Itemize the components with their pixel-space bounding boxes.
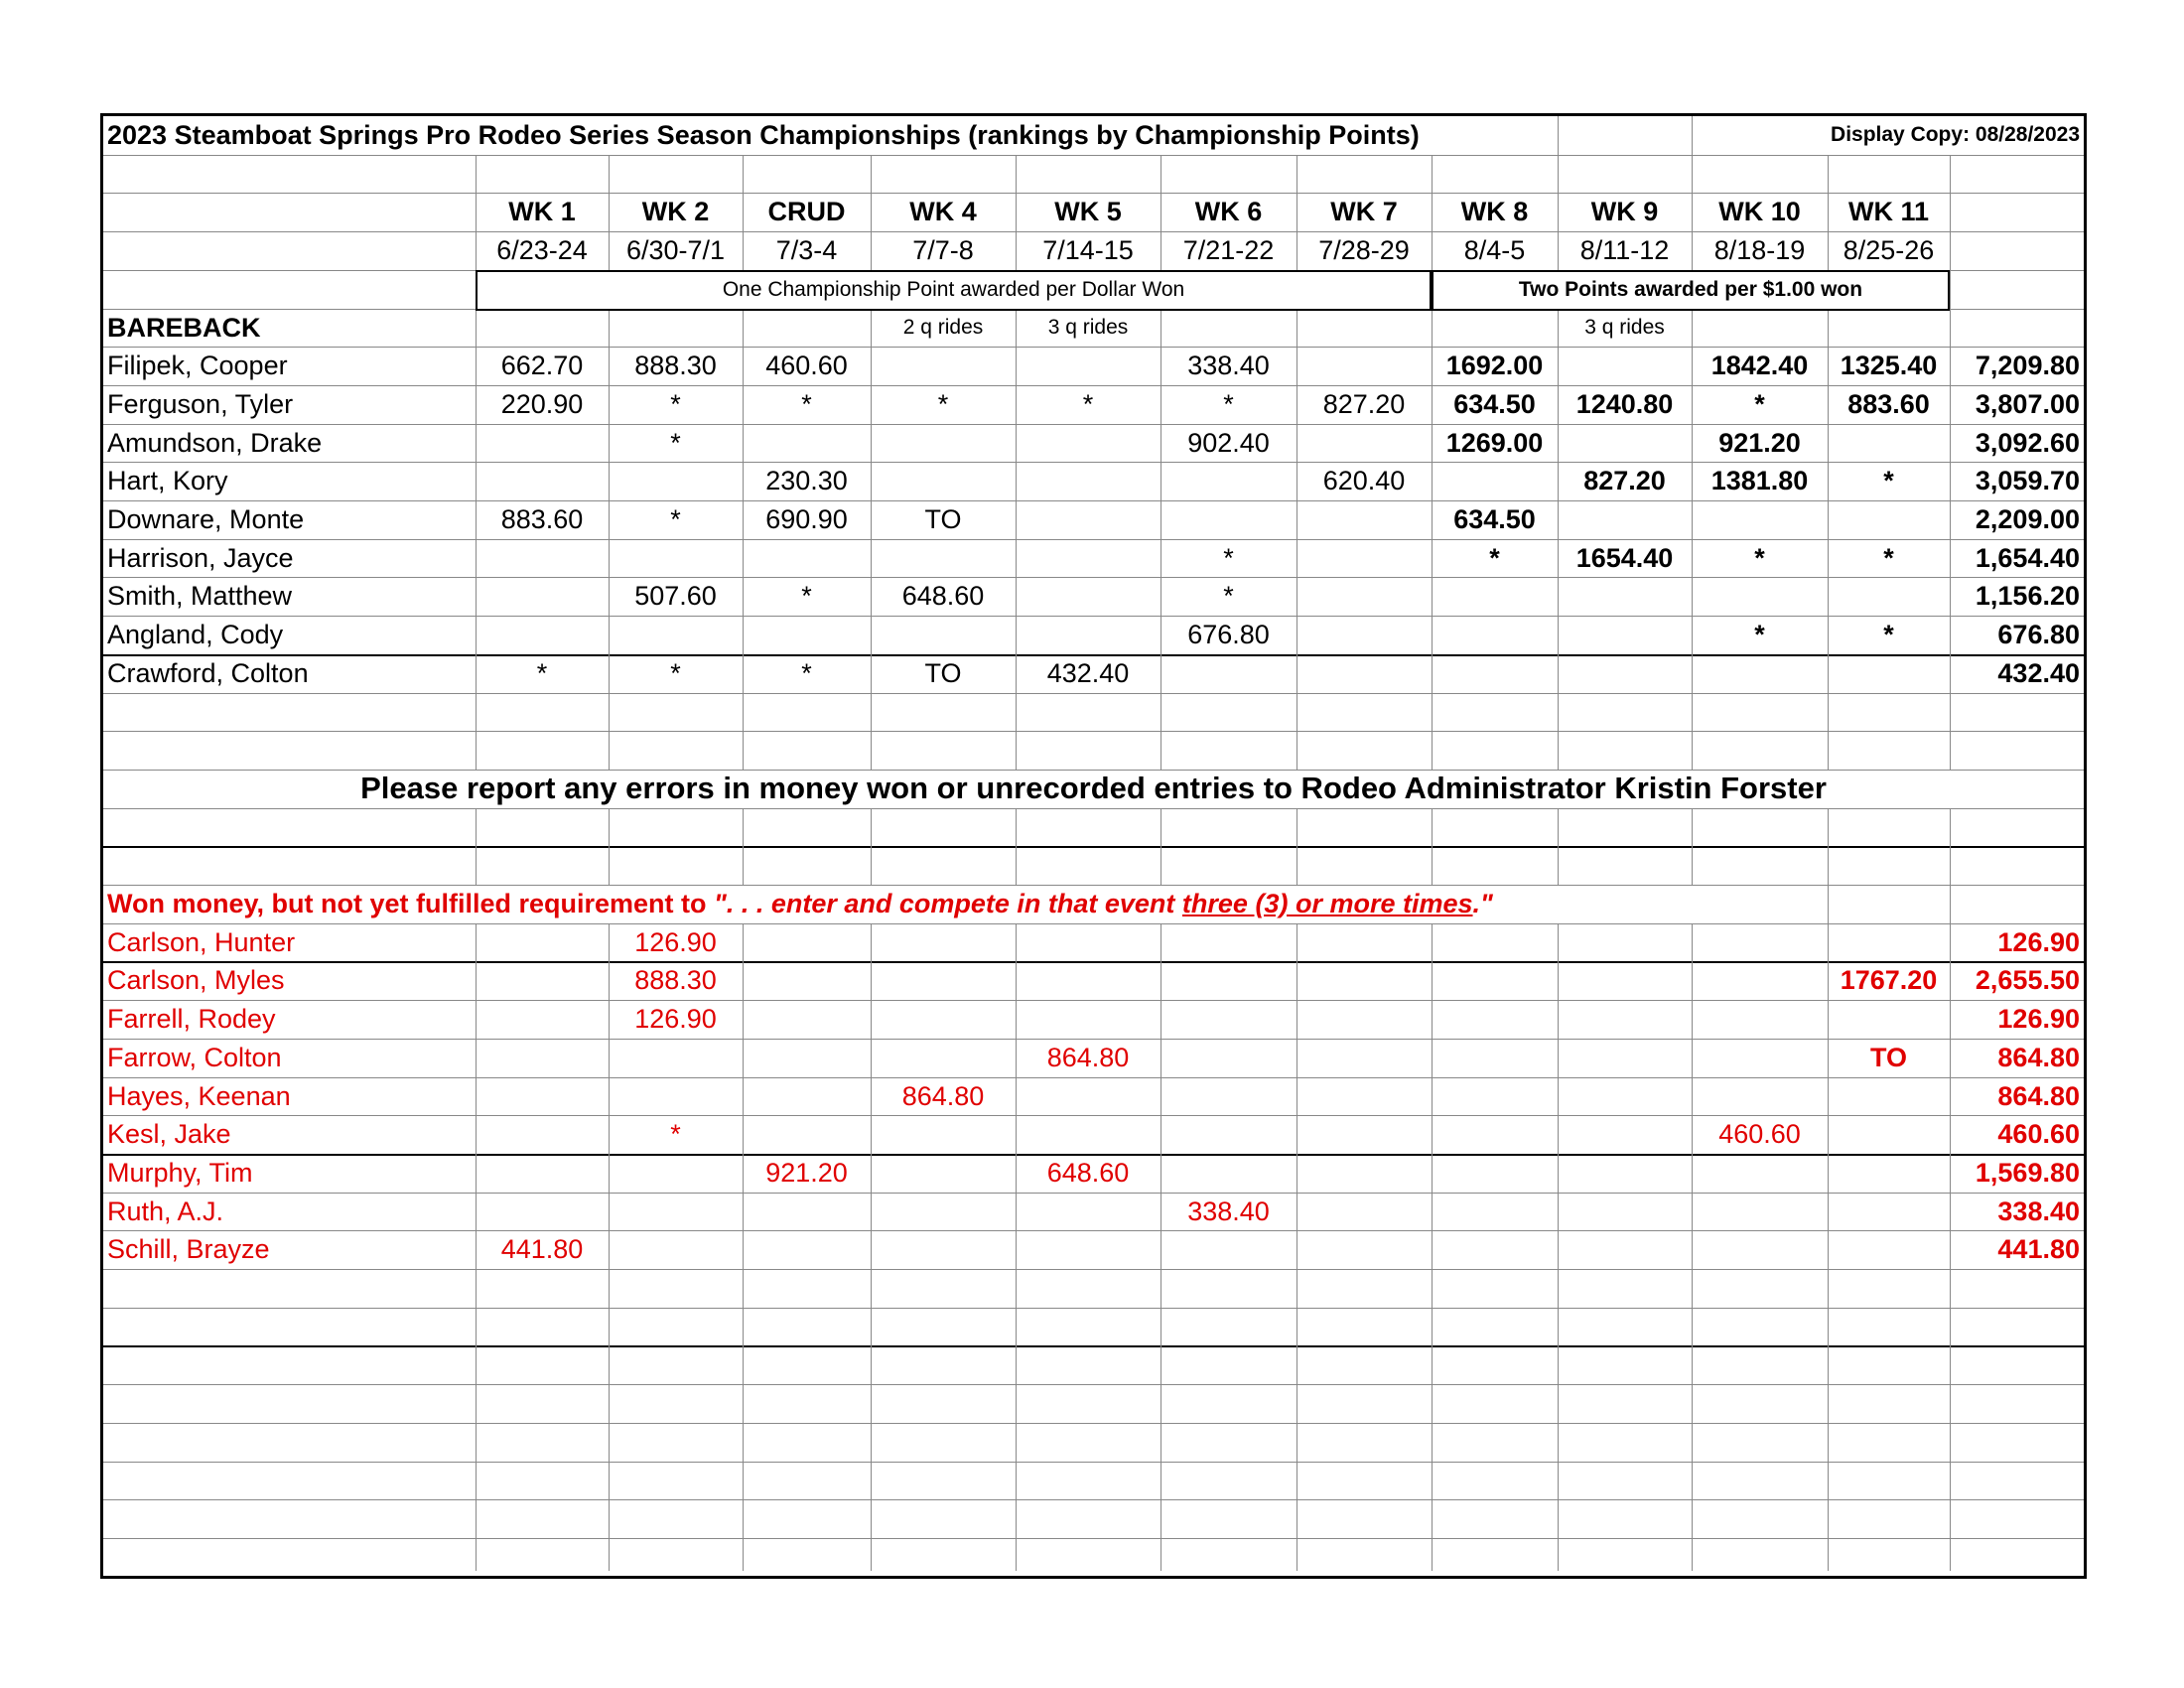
week-points: *: [1082, 388, 1094, 419]
column-line: [871, 923, 872, 1571]
week-label: WK 8: [1460, 196, 1529, 226]
week-points: TO: [1869, 1042, 1907, 1072]
total-points: 7,209.80: [1975, 350, 2080, 380]
total-points: 3,059.70: [1975, 465, 2080, 495]
week-points: *: [1754, 619, 1765, 649]
total-points: 676.80: [1997, 619, 2080, 649]
contestant-name: Downare, Monte: [107, 503, 305, 534]
week-points: 662.70: [500, 350, 584, 380]
column-line: [1558, 923, 1559, 1571]
requirement-times: three (3) or more times: [1181, 888, 1473, 918]
column-line: [1828, 923, 1829, 1571]
column-line: [1558, 808, 1559, 885]
total-points: 2,209.00: [1975, 503, 2080, 534]
week-points: 827.20: [1322, 388, 1406, 419]
requirement-prefix: Won money, but not yet fulfilled requirement to: [107, 888, 715, 918]
week-label: WK 7: [1330, 196, 1398, 226]
row-line: [103, 1269, 2084, 1270]
column-line: [1828, 885, 1829, 923]
column-line: [1432, 808, 1433, 885]
contestant-name: Crawford, Colton: [107, 657, 309, 688]
contestant-name: Carlson, Hunter: [107, 926, 296, 957]
week-points: 432.40: [1046, 657, 1130, 688]
week-points: 921.20: [1718, 427, 1801, 458]
week-points: 338.40: [1187, 350, 1270, 380]
total-points: 864.80: [1997, 1042, 2080, 1072]
contestant-name: Ruth, A.J.: [107, 1196, 224, 1226]
row-line: [103, 1462, 2084, 1463]
week-points: 230.30: [765, 465, 848, 495]
week-dates: 8/18-19: [1713, 234, 1806, 265]
week-points: 126.90: [634, 1003, 717, 1034]
column-line: [1016, 808, 1017, 885]
week-points: 1767.20: [1840, 964, 1938, 995]
week-points: 676.80: [1187, 619, 1270, 649]
week-label: CRUD: [767, 196, 846, 226]
week-dates: 7/28-29: [1318, 234, 1410, 265]
week-points: 883.60: [1847, 388, 1930, 419]
week-points: *: [670, 388, 681, 419]
total-points: 1,156.20: [1975, 580, 2080, 611]
week-points: *: [670, 1118, 681, 1149]
row-line: [103, 808, 2084, 809]
week-points: *: [670, 657, 681, 688]
contestant-name: Farrell, Rodey: [107, 1003, 276, 1034]
total-points: 338.40: [1997, 1196, 2080, 1226]
requirement-suffix: .": [1472, 888, 1493, 918]
week-points: 634.50: [1453, 503, 1536, 534]
column-line: [743, 808, 744, 885]
week-points: *: [1223, 580, 1234, 611]
week-points: 827.20: [1583, 465, 1666, 495]
week-dates: 6/23-24: [496, 234, 588, 265]
total-points: 441.80: [1997, 1233, 2080, 1264]
week-points: 648.60: [901, 580, 985, 611]
week-dates: 7/21-22: [1182, 234, 1275, 265]
week-points: 888.30: [634, 964, 717, 995]
week-points: *: [1489, 542, 1500, 573]
contestant-name: Amundson, Drake: [107, 427, 323, 458]
week-dates: 6/30-7/1: [625, 234, 726, 265]
row-line: [103, 1538, 2084, 1539]
week-dates: 7/14-15: [1042, 234, 1134, 265]
week-points: 888.30: [634, 350, 717, 380]
week-points: *: [1223, 542, 1234, 573]
total-points: 126.90: [1997, 1003, 2080, 1034]
total-points: 460.60: [1997, 1118, 2080, 1149]
contestant-name: Schill, Brayze: [107, 1233, 270, 1264]
row-line: [103, 1499, 2084, 1500]
column-line: [871, 808, 872, 885]
row-line: [103, 1423, 2084, 1424]
week-dates: 8/25-26: [1843, 234, 1935, 265]
week-points: *: [1754, 388, 1765, 419]
row-line: [103, 731, 2084, 732]
column-line: [476, 808, 477, 885]
week-label: WK 4: [909, 196, 977, 226]
week-points: *: [937, 388, 949, 419]
column-line: [1558, 116, 1559, 155]
week-label: WK 11: [1847, 196, 1930, 226]
contestant-name: Hayes, Keenan: [107, 1080, 291, 1111]
contestant-name: Murphy, Tim: [107, 1157, 253, 1188]
week-points: 620.40: [1322, 465, 1406, 495]
column-line: [743, 923, 744, 1571]
week-points: 921.20: [765, 1157, 848, 1188]
week-points: 507.60: [634, 580, 717, 611]
week-dates: 8/4-5: [1463, 234, 1526, 265]
page-title: 2023 Steamboat Springs Pro Rodeo Series Season Championships (rankings by Championship Points): [107, 119, 1420, 150]
column-line: [1016, 923, 1017, 1571]
week-dates: 7/3-4: [775, 234, 838, 265]
total-points: 3,092.60: [1975, 427, 2080, 458]
week-points: 864.80: [901, 1080, 985, 1111]
total-points: 126.90: [1997, 926, 2080, 957]
week-points: 460.60: [1718, 1118, 1801, 1149]
week-points: *: [1883, 542, 1894, 573]
contestant-name: Harrison, Jayce: [107, 542, 294, 573]
qualified-rides-note: 3 q rides: [1047, 316, 1129, 340]
week-label: WK 1: [508, 196, 576, 226]
week-points: 902.40: [1187, 427, 1270, 458]
week-points: *: [1883, 619, 1894, 649]
week-points: 1654.40: [1575, 542, 1674, 573]
week-label: WK 6: [1194, 196, 1263, 226]
week-points: 441.80: [500, 1233, 584, 1264]
week-points: 1325.40: [1840, 350, 1938, 380]
column-line: [1692, 923, 1693, 1571]
row-line: [103, 693, 2084, 694]
week-points: *: [801, 580, 812, 611]
total-points: 864.80: [1997, 1080, 2080, 1111]
week-label: WK 5: [1054, 196, 1122, 226]
week-points: *: [1223, 388, 1234, 419]
row-line: [103, 846, 2084, 848]
week-points: 1692.00: [1445, 350, 1544, 380]
total-points: 1,569.80: [1975, 1157, 2080, 1188]
qualified-rides-note: 2 q rides: [902, 316, 984, 340]
column-line: [609, 808, 610, 885]
week-points: 648.60: [1046, 1157, 1130, 1188]
contestant-name: Ferguson, Tyler: [107, 388, 294, 419]
week-points: *: [536, 657, 548, 688]
total-points: 432.40: [1997, 657, 2080, 688]
requirement-quote: ". . . enter and compete in that event: [714, 888, 1182, 918]
row-line: [103, 155, 2084, 156]
week-points: 883.60: [500, 503, 584, 534]
week-dates: 7/7-8: [912, 234, 974, 265]
contestant-name: Hart, Kory: [107, 465, 228, 495]
week-points: 864.80: [1046, 1042, 1130, 1072]
standings-sheet: [100, 113, 2087, 1579]
display-copy-date: Display Copy: 08/28/2023: [1831, 123, 2080, 147]
column-line: [1692, 808, 1693, 885]
points-note-single: One Championship Point awarded per Dollar Won: [476, 270, 1432, 311]
week-points: 1381.80: [1710, 465, 1809, 495]
qualified-rides-note: 3 q rides: [1584, 316, 1665, 340]
week-label: WK 10: [1718, 196, 1801, 226]
week-points: 220.90: [500, 388, 584, 419]
contestant-name: Angland, Cody: [107, 619, 284, 649]
column-line: [1432, 923, 1433, 1571]
week-points: *: [1883, 465, 1894, 495]
week-points: *: [801, 657, 812, 688]
total-points: 1,654.40: [1975, 542, 2080, 573]
column-line: [1160, 923, 1161, 1571]
week-points: *: [1754, 542, 1765, 573]
week-points: TO: [924, 657, 962, 688]
week-points: 126.90: [634, 926, 717, 957]
event-name: BAREBACK: [107, 312, 261, 343]
contestant-name: Farrow, Colton: [107, 1042, 282, 1072]
total-points: 2,655.50: [1975, 964, 2080, 995]
week-label: WK 9: [1590, 196, 1659, 226]
week-points: 1240.80: [1575, 388, 1674, 419]
row-line: [103, 1308, 2084, 1309]
week-points: *: [801, 388, 812, 419]
column-line: [1828, 808, 1829, 885]
contestant-name: Carlson, Myles: [107, 964, 285, 995]
error-report-notice: Please report any errors in money won or unrecorded entries to Rodeo Administrator Kristin Forster: [360, 771, 1827, 806]
contestant-name: Filipek, Cooper: [107, 350, 288, 380]
week-points: 338.40: [1187, 1196, 1270, 1226]
total-points: 3,807.00: [1975, 388, 2080, 419]
week-points: 634.50: [1453, 388, 1536, 419]
week-label: WK 2: [641, 196, 710, 226]
week-dates: 8/11-12: [1579, 234, 1670, 265]
week-points: *: [670, 503, 681, 534]
week-points: 1269.00: [1445, 427, 1544, 458]
column-line: [1950, 808, 1951, 885]
contestant-name: Smith, Matthew: [107, 580, 293, 611]
column-line: [1950, 885, 1951, 923]
row-line: [103, 1345, 2084, 1347]
week-points: TO: [924, 503, 962, 534]
column-line: [1160, 808, 1161, 885]
week-points: 460.60: [765, 350, 848, 380]
points-note-double: Two Points awarded per $1.00 won: [1432, 270, 1950, 311]
row-line: [103, 1384, 2084, 1385]
week-points: 690.90: [765, 503, 848, 534]
week-points: *: [670, 427, 681, 458]
week-points: 1842.40: [1710, 350, 1809, 380]
contestant-name: Kesl, Jake: [107, 1118, 231, 1149]
requirement-note: [103, 885, 1828, 923]
